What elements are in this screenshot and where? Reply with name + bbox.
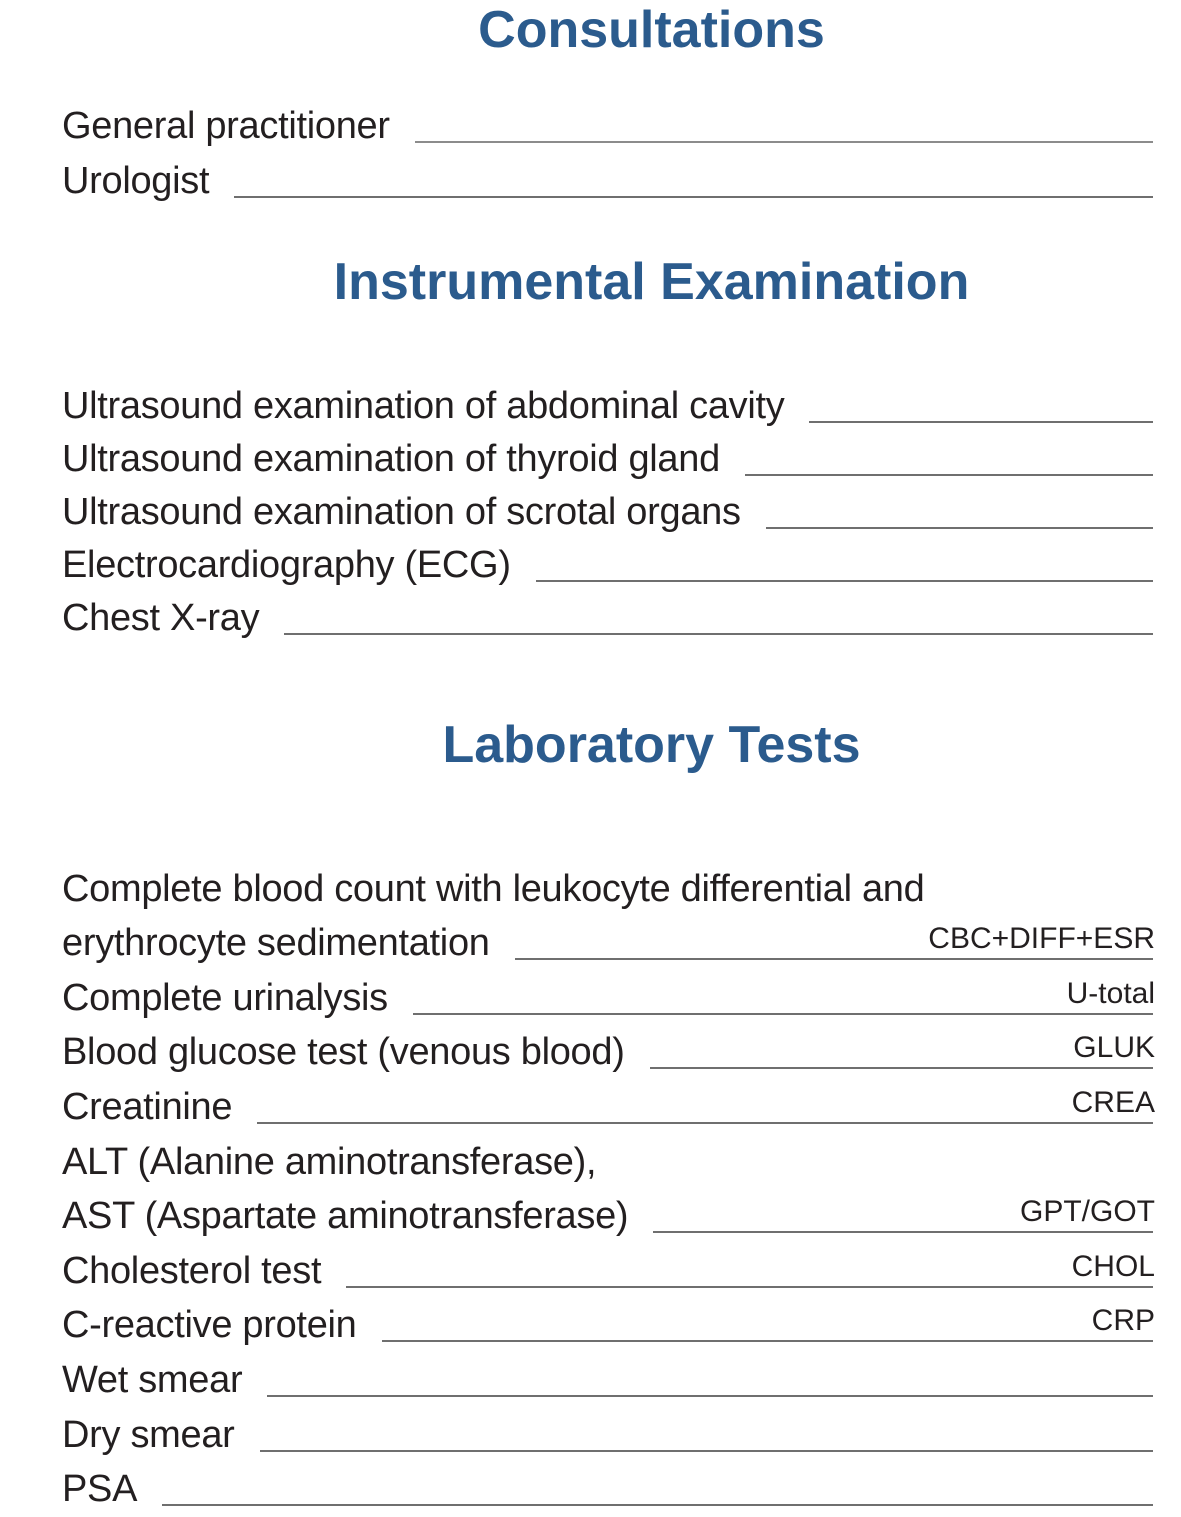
list-item [62,1077,1153,1132]
blank-line [766,527,1153,529]
test-code: U-total [1066,976,1155,1010]
item-label: Dry smear [62,1413,235,1456]
list-item [62,1296,1153,1351]
list-item [62,151,1153,206]
section-title-consultations: Consultations [478,1,825,59]
item-label: Blood glucose test (venous blood) [62,1031,625,1074]
section-title-laboratory: Laboratory Tests [442,716,861,774]
blank-line [413,976,1155,1015]
blank-line [809,421,1153,423]
blank-line [515,922,1155,960]
item-label: PSA [62,1468,138,1511]
blank-line [234,196,1153,198]
item-label: Ultrasound examination of abdominal cavity [62,385,785,427]
item-label: Ultrasound examination of thyroid gland [62,438,720,480]
list-item [62,1405,1153,1460]
item-label: Chest X-ray [62,597,260,639]
list-item [62,1241,1153,1296]
item-label: Creatinine [62,1085,233,1128]
test-code: CREA [1071,1085,1155,1119]
list-item [62,914,1153,969]
blank-line [653,1195,1155,1233]
blank-line [162,1504,1153,1506]
item-label: AST (Aspartate aminotransferase) [62,1195,629,1238]
blank-line [536,580,1153,582]
section-title-instrumental: Instrumental Examination [333,253,970,311]
item-label: ALT (Alanine aminotransferase), [62,1140,597,1183]
list-item [62,96,1153,151]
blank-line [415,141,1153,143]
item-label: Electrocardiography (ECG) [62,544,511,586]
item-label: Wet smear [62,1358,243,1401]
list-item [62,968,1153,1023]
blank-line [650,1031,1155,1069]
consultations-list [62,96,1153,206]
list-item [62,859,1153,914]
item-label: Ultrasound examination of scrotal organs [62,491,741,533]
item-label: Complete blood count with leukocyte differential and [62,867,925,910]
list-item [62,590,1153,643]
item-label: General practitioner [62,105,390,147]
laboratory-list [62,859,1153,1514]
test-code: GLUK [1073,1031,1155,1065]
item-label: Urologist [62,160,210,202]
blank-line [346,1249,1155,1288]
test-code: CBC+DIFF+ESR [928,922,1155,956]
blank-line [267,1395,1153,1397]
blank-line [745,474,1153,476]
instrumental-list [62,378,1153,643]
test-code: GPT/GOT [1020,1195,1155,1229]
test-code: CHOL [1071,1249,1155,1283]
list-item [62,537,1153,590]
list-item [62,1350,1153,1405]
list-item [62,378,1153,431]
item-label: Cholesterol test [62,1249,322,1292]
list-item [62,1023,1153,1078]
blank-line [284,633,1153,635]
list-item [62,484,1153,537]
blank-line [382,1304,1155,1342]
list-item [62,1132,1153,1187]
item-label: C-reactive protein [62,1304,357,1347]
list-item [62,431,1153,484]
blank-line [257,1085,1155,1124]
list-item [62,1460,1153,1515]
item-label: Complete urinalysis [62,976,388,1019]
blank-line [260,1450,1153,1452]
list-item [62,1187,1153,1242]
test-code: CRP [1091,1304,1155,1338]
item-label: erythrocyte sedimentation [62,922,490,965]
